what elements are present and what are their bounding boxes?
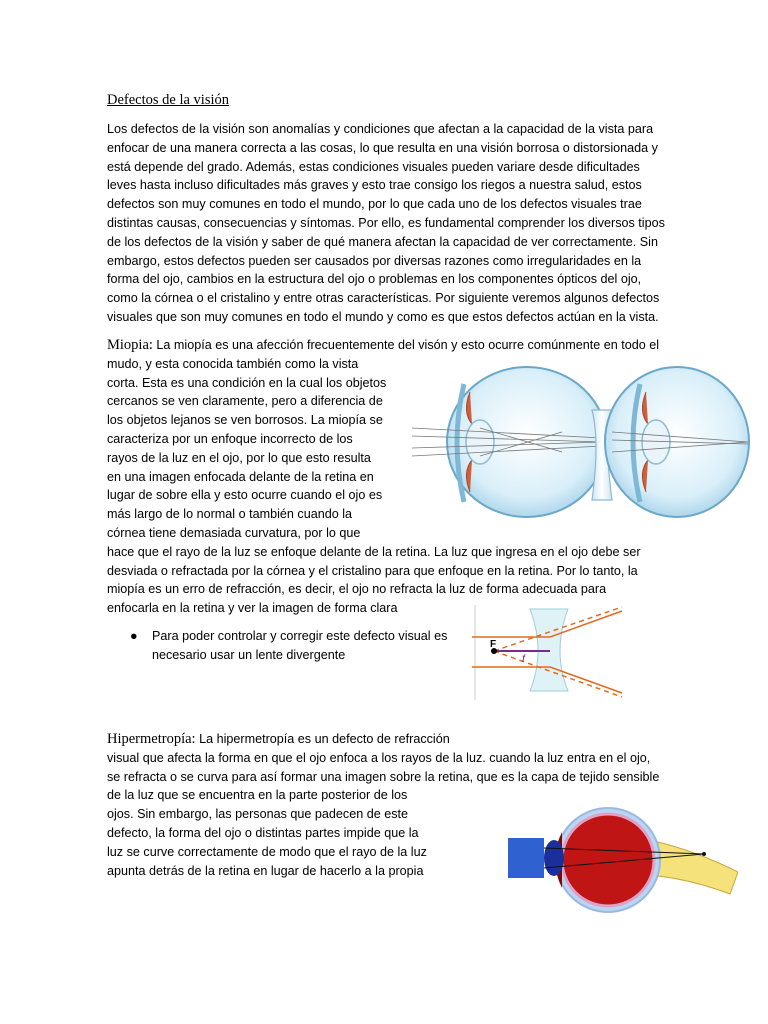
bullet-line: necesario usar un lente divergente <box>152 647 346 662</box>
hipermetropia-line: se refracta o se curva para así formar una imagen sobre la retina, que es la capa de tejido sensible <box>107 769 660 784</box>
intro-line: enfocar de una manera correcta a las cosas, lo que resulta en una visión borrosa o distorsionada y <box>107 140 658 155</box>
intro-line: leves hasta incluso dificultades más graves y esto trae consigo los riegos a nuestra salud, estos <box>107 178 642 193</box>
focal-length-label: f <box>522 654 525 665</box>
hyperopia-eye-illustration <box>508 802 738 914</box>
miopia-line: miopía es un erro de refracción, es decir, el ojo no refracta la luz de forma adecuada para <box>107 582 607 597</box>
miopia-line: caracteriza por un enfoque incorrecto de los <box>107 431 353 446</box>
miopia-line: rayos de la luz en el ojo, por lo que esto resulta <box>107 450 371 465</box>
bullet-line: Para poder controlar y corregir este defecto visual es <box>152 629 448 643</box>
document-title: Defectos de la visión <box>107 92 230 108</box>
miopia-line: enfocarla en la retina y ver la imagen de forma clara <box>107 601 398 616</box>
intro-line: forma del ojo, cambios en la estructura del ojo o problemas en los componentes ópticos del ojo, <box>107 272 642 287</box>
diverging-lens-diagram <box>472 605 632 700</box>
miopia-line: La miopía es una afección frecuentemente del visón y esto ocurre comúnmente en todo el <box>152 338 660 352</box>
miopia-line: lugar de sobre ella y esto ocurre cuando el ojo es <box>107 488 383 503</box>
hipermetropia-line: La hipermetropía es un defecto de refracción <box>195 732 450 746</box>
miopia-line: cercanos se ven claramente, pero a diferencia de <box>107 394 383 409</box>
miopia-line: córnea tiene demasiada curvatura, por lo que <box>107 525 361 540</box>
miopia-line: los objetos lejanos se ven borrosos. La miopía se <box>107 413 383 428</box>
intro-line: de los defectos de la visión y saber de qué manera afectan la capacidad de ver correctamente. Sin <box>107 234 658 249</box>
intro-line: como la córnea o el cristalino y entre otras características. Por siguiente veremos algunos defectos <box>107 291 660 306</box>
hipermetropia-line: visual que afecta la forma en que el ojo enfoca a los rayos de la luz. cuando la luz entra en el ojo, <box>107 750 651 765</box>
intro-line: está depende del grado. Además, estas condiciones visuales pueden variare desde dificultades <box>107 159 640 174</box>
miopia-line: más largo de lo normal o también cuando la <box>107 507 353 522</box>
miopia-line: mudo, y esta conocida también como la vista <box>107 356 359 371</box>
miopia-heading: Miopia: <box>107 337 153 353</box>
hipermetropia-line: ojos. Sin embargo, las personas que padecen de este <box>107 807 409 822</box>
hipermetropia-line: de la luz que se encuentra en la parte posterior de los <box>107 788 408 803</box>
miopia-line: desviada o refractada por la córnea y el cristalino para que enfoque en la retina. Por lo tanto, la <box>107 563 638 578</box>
right-eye <box>605 367 749 517</box>
intro-line: Los defectos de la visión son anomalías y condiciones que afectan a la capacidad de la vista para <box>107 122 654 136</box>
left-eye <box>412 367 607 517</box>
hipermetropia-heading: Hipermetropía: <box>107 731 196 747</box>
hipermetropia-line: luz se curve correctamente de modo que el rayo de la luz <box>107 844 427 859</box>
miopia-line: corta. Esta es una condición en la cual los objetos <box>107 375 387 390</box>
hipermetropia-line: defecto, la forma del ojo o distintas partes impide que la <box>107 825 419 840</box>
bullet-dot-icon: ● <box>130 629 138 643</box>
hipermetropia-line: apunta detrás de la retina en lugar de hacerlo a la propia <box>107 863 424 878</box>
intro-line: distintas causas, consecuencias y síntomas. Por ello, es fundamental comprender los diversos tipos <box>107 215 665 230</box>
intro-paragraph <box>107 120 663 327</box>
focus-label: F <box>490 639 497 650</box>
intro-line: embargo, estos defectos pueden ser causados por diversas razones como irregularidades en la <box>107 253 642 268</box>
miopia-line: hace que el rayo de la luz se enfoque delante de la retina. La luz que ingresa en el ojo debe ser <box>107 544 641 559</box>
miopia-line: en una imagen enfocada delante de la retina en <box>107 469 374 484</box>
myopia-eye-illustration <box>412 362 752 522</box>
intro-line: defectos son muy comunes en todo el mundo, por lo que cada uno de los defectos visuales trae <box>107 197 642 212</box>
intro-line: visuales que son muy comunes en todo el mundo y como es que estos defectos actúan en la vista. <box>107 309 659 324</box>
